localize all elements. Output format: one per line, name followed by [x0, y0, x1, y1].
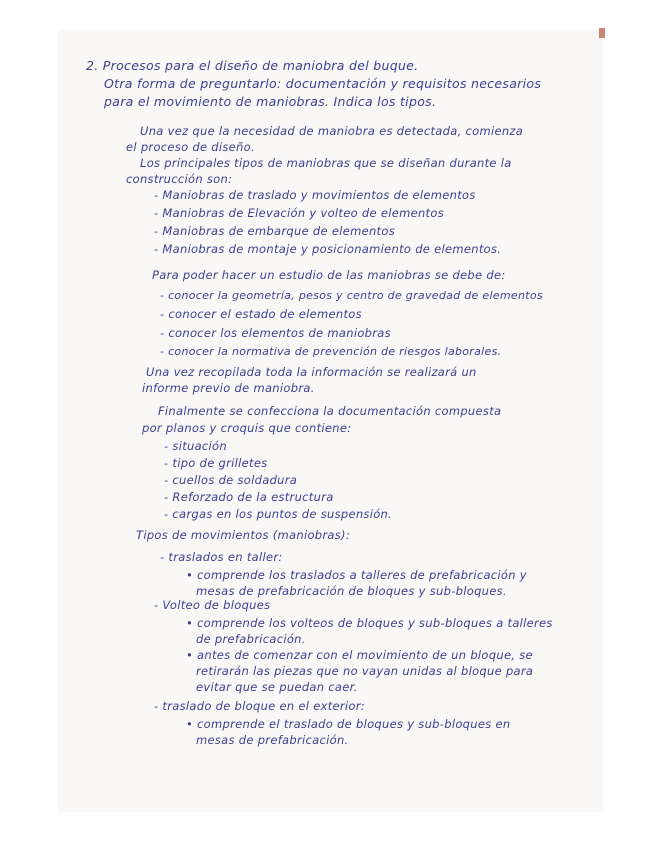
type-item: - Maniobras de montaje y posicionamiento de elementos.	[154, 242, 502, 256]
intro-line-2: el proceso de diseño.	[126, 140, 255, 154]
movement-transfer-bullet-line-2: mesas de prefabricación de bloques y sub-bloques.	[196, 584, 507, 598]
types-intro-line-1: Los principales tipos de maniobras que se diseñan durante la	[140, 156, 512, 170]
page-corner-mark	[599, 28, 605, 38]
movement-outdoor-bullet-line-2: mesas de prefabricación.	[196, 733, 349, 747]
study-item: - conocer la normativa de prevención de riesgos laborales.	[160, 345, 502, 358]
movement-flip-title: - Volteo de bloques	[154, 598, 271, 612]
docs-intro-line-1: Finalmente se confecciona la documentación compuesta	[158, 404, 502, 418]
docs-item: - tipo de grilletes	[164, 456, 268, 470]
intro-line-1: Una vez que la necesidad de maniobra es detectada, comienza	[140, 124, 524, 138]
movement-flip-bullet1-line-1: • comprende los volteos de bloques y sub-bloques a talleres	[186, 616, 553, 630]
docs-item: - cargas en los puntos de suspensión.	[164, 507, 393, 521]
type-item: - Maniobras de embarque de elementos	[154, 224, 395, 238]
movement-outdoor-bullet-line-1: • comprende el traslado de bloques y sub-bloques en	[186, 717, 511, 731]
type-item: - Maniobras de Elevación y volteo de elementos	[154, 206, 444, 220]
study-item: - conocer los elementos de maniobras	[160, 326, 391, 340]
heading-line-2: Otra forma de preguntarlo: documentación y requisitos necesarios	[104, 76, 542, 91]
docs-item: - Reforzado de la estructura	[164, 490, 334, 504]
movement-transfer-title: - traslados en taller:	[160, 550, 283, 564]
movement-flip-bullet2-line-3: evitar que se puedan caer.	[196, 680, 358, 694]
study-item: - conocer el estado de elementos	[160, 307, 362, 321]
movement-flip-bullet2-line-1: • antes de comenzar con el movimiento de un bloque, se	[186, 648, 533, 662]
movements-title: Tipos de movimientos (maniobras):	[136, 528, 351, 542]
docs-item: - cuellos de soldadura	[164, 473, 298, 487]
docs-item: - situación	[164, 439, 227, 453]
heading-line-1: 2. Procesos para el diseño de maniobra del buque.	[86, 58, 419, 73]
heading-line-3: para el movimiento de maniobras. Indica los tipos.	[104, 94, 437, 109]
movement-transfer-bullet-line-1: • comprende los traslados a talleres de prefabricación y	[186, 568, 527, 582]
docs-intro-line-2: por planos y croquis que contiene:	[142, 421, 352, 435]
movement-outdoor-title: - traslado de bloque en el exterior:	[154, 699, 365, 713]
movement-flip-bullet1-line-2: de prefabricación.	[196, 632, 306, 646]
report-line-1: Una vez recopilada toda la información se realizará un	[146, 365, 477, 379]
type-item: - Maniobras de traslado y movimientos de elementos	[154, 188, 476, 202]
movement-flip-bullet2-line-2: retirarán las piezas que no vayan unidas al bloque para	[196, 664, 534, 678]
study-item: - conocer la geometría, pesos y centro de gravedad de elementos	[160, 289, 543, 302]
report-line-2: informe previo de maniobra.	[142, 381, 315, 395]
study-intro: Para poder hacer un estudio de las maniobras se debe de:	[152, 268, 506, 282]
types-intro-line-2: construcción son:	[126, 172, 233, 186]
